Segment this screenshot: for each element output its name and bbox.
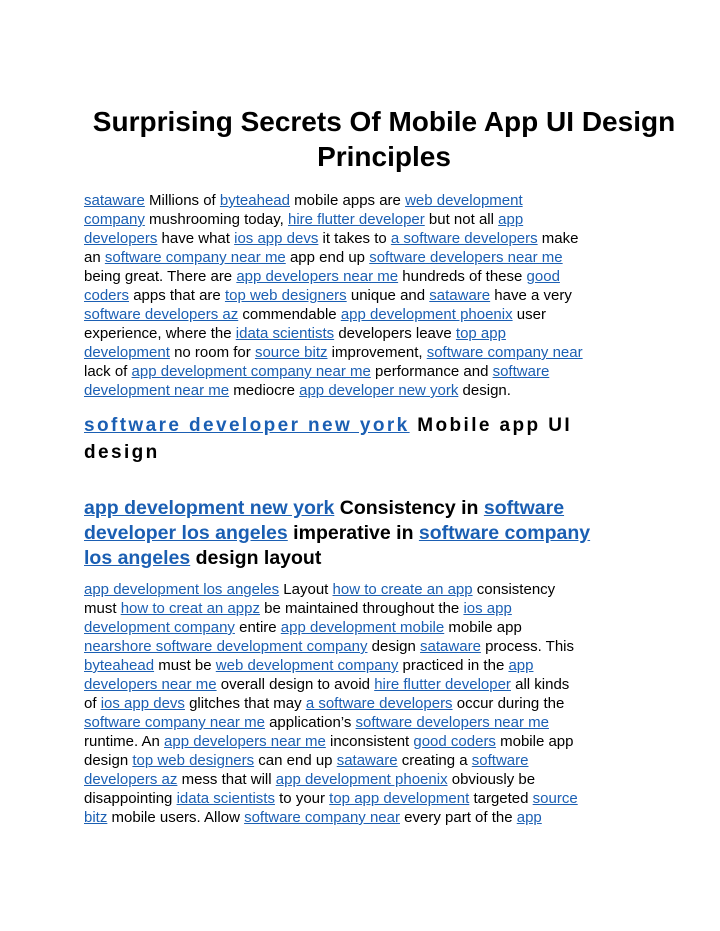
body-text: no room for <box>169 344 255 361</box>
inline-link[interactable]: sataware <box>336 752 398 769</box>
inline-link[interactable]: good coders <box>413 733 496 750</box>
inline-link[interactable]: byteahead <box>219 192 290 209</box>
body-text: entire <box>234 619 281 636</box>
text-line <box>84 770 638 789</box>
body-text: user <box>512 306 546 323</box>
inline-link[interactable]: software developers near me <box>355 714 549 731</box>
inline-link[interactable]: software developers az <box>84 306 239 323</box>
text-line <box>84 675 638 694</box>
body-text: unique and <box>346 287 430 304</box>
page-title: Surprising Secrets Of Mobile App UI Design Principles <box>92 106 676 172</box>
body-paragraph <box>84 580 638 827</box>
inline-link[interactable]: software <box>471 752 529 769</box>
inline-link[interactable]: byteahead <box>84 657 155 674</box>
inline-link[interactable]: sataware <box>420 638 481 655</box>
text-line <box>84 210 638 229</box>
text-line <box>84 808 638 827</box>
body-text: application’s <box>264 714 356 731</box>
text-line <box>84 599 638 618</box>
body-text: hundreds of these <box>398 268 527 285</box>
text-line <box>84 381 638 400</box>
inline-link[interactable]: software company near me <box>84 714 265 731</box>
text-line <box>84 362 638 381</box>
subsection-heading <box>84 496 644 571</box>
body-text: design <box>367 638 421 655</box>
inline-link[interactable]: software company near me <box>104 249 286 266</box>
body-text: targeted <box>469 790 533 807</box>
inline-link[interactable]: software developer new york <box>84 415 410 436</box>
body-text: be maintained throughout the <box>259 600 464 617</box>
body-text: glitches that may <box>184 695 306 712</box>
inline-link[interactable]: bitz <box>84 809 108 826</box>
text-line <box>84 637 638 656</box>
inline-link[interactable]: developer los angeles <box>84 522 288 544</box>
text-line <box>84 267 638 286</box>
body-text: to your <box>274 790 330 807</box>
body-text: mess that will <box>177 771 276 788</box>
body-text: overall design to avoid <box>216 676 375 693</box>
inline-link[interactable]: app development phoenix <box>275 771 448 788</box>
body-text: it takes to <box>318 230 391 247</box>
inline-link[interactable]: a software developers <box>305 695 453 712</box>
text-line <box>84 713 638 732</box>
body-text: occur during the <box>452 695 565 712</box>
body-text: design. <box>458 382 511 399</box>
body-text: disappointing <box>84 790 177 807</box>
body-text: mobile app <box>495 733 574 750</box>
body-text: performance and <box>370 363 493 380</box>
inline-link[interactable]: software company near <box>426 344 583 361</box>
inline-link[interactable]: los angeles <box>84 547 191 569</box>
inline-link[interactable]: how to creat an appz <box>120 600 260 617</box>
body-text: mobile app <box>444 619 522 636</box>
inline-link[interactable]: top app development <box>329 790 470 807</box>
body-text: mobile users. Allow <box>107 809 245 826</box>
inline-link[interactable]: top app <box>455 325 506 342</box>
body-text: have what <box>157 230 235 247</box>
inline-link[interactable]: development company <box>84 619 235 636</box>
text-line <box>84 618 638 637</box>
inline-link[interactable]: software <box>492 363 550 380</box>
inline-link[interactable]: web development company <box>215 657 399 674</box>
text-line <box>84 694 638 713</box>
inline-link[interactable]: nearshore software development company <box>84 638 368 655</box>
body-text: experience, where the <box>84 325 236 342</box>
body-text: lack of <box>84 363 132 380</box>
inline-link[interactable]: app development los angeles <box>84 581 280 598</box>
inline-link[interactable]: app developers near me <box>164 733 326 750</box>
body-text: Mobile app UI design <box>84 415 573 463</box>
inline-link[interactable]: app development company near me <box>131 363 371 380</box>
text-line <box>84 656 638 675</box>
inline-link[interactable]: coders <box>84 287 130 304</box>
inline-link[interactable]: source bitz <box>254 344 328 361</box>
inline-link[interactable]: a software developers <box>390 230 538 247</box>
inline-link[interactable]: app development mobile <box>280 619 445 636</box>
inline-link[interactable]: idata scientists <box>235 325 335 342</box>
body-text: app end up <box>285 249 370 266</box>
text-line <box>84 546 644 571</box>
inline-link[interactable]: sataware <box>84 192 145 209</box>
body-text: commendable <box>238 306 341 323</box>
body-text: can end up <box>254 752 337 769</box>
text-line <box>84 521 644 546</box>
inline-link[interactable]: source <box>532 790 578 807</box>
inline-link[interactable]: developers az <box>84 771 178 788</box>
body-text: Millions of <box>144 192 220 209</box>
inline-link[interactable]: software company <box>418 522 591 544</box>
body-text: Layout <box>279 581 333 598</box>
inline-link[interactable]: ios app devs <box>234 230 319 247</box>
inline-link[interactable]: hire flutter developer <box>374 676 511 693</box>
inline-link[interactable]: development <box>84 344 170 361</box>
inline-link[interactable]: idata scientists <box>176 790 275 807</box>
text-line <box>84 248 638 267</box>
body-text: have a very <box>490 287 572 304</box>
text-line <box>84 191 638 210</box>
text-line <box>84 305 638 324</box>
text-line <box>84 580 638 599</box>
inline-link[interactable]: web development <box>405 192 523 209</box>
inline-link[interactable]: app developers near me <box>236 268 399 285</box>
body-text: consistency <box>472 581 556 598</box>
inline-link[interactable]: developers <box>84 230 158 247</box>
inline-link[interactable]: ios app devs <box>100 695 185 712</box>
body-text: Consistency in <box>334 497 484 519</box>
body-text: but not all <box>424 211 499 228</box>
body-text: make <box>537 230 579 247</box>
inline-link[interactable]: app developer new york <box>299 382 459 399</box>
text-line <box>84 732 638 751</box>
inline-link[interactable]: top web designers <box>132 752 255 769</box>
inline-link[interactable]: ios app <box>463 600 512 617</box>
inline-link[interactable]: app <box>516 809 542 826</box>
inline-link[interactable]: development near me <box>84 382 230 399</box>
body-text: must be <box>154 657 216 674</box>
body-text: mobile apps are <box>289 192 406 209</box>
inline-link[interactable]: app development new york <box>84 497 335 519</box>
intro-paragraph <box>84 191 638 400</box>
body-text: mediocre <box>229 382 300 399</box>
body-text: must <box>84 600 121 617</box>
body-text: design layout <box>190 547 322 569</box>
body-text: imperative in <box>287 522 419 544</box>
text-line <box>84 789 638 808</box>
inline-link[interactable]: software company near <box>244 809 400 826</box>
body-text: improvement, <box>327 344 427 361</box>
body-text: process. This <box>480 638 575 655</box>
inline-link[interactable]: developers near me <box>84 676 217 693</box>
inline-link[interactable]: software developers near me <box>369 249 563 266</box>
body-text: developers leave <box>334 325 456 342</box>
text-line <box>84 496 644 521</box>
body-text: being great. There are <box>84 268 237 285</box>
body-text: mushrooming today, <box>144 211 288 228</box>
body-text: an <box>84 249 105 266</box>
inline-link[interactable]: how to create an app <box>332 581 473 598</box>
text-line <box>84 229 638 248</box>
body-text: creating a <box>397 752 472 769</box>
text-line <box>84 286 638 305</box>
inline-link[interactable]: app <box>498 211 524 228</box>
body-text: obviously be <box>447 771 536 788</box>
body-text: inconsistent <box>325 733 414 750</box>
text-line <box>84 343 638 362</box>
text-line <box>84 751 638 770</box>
text-line <box>84 324 638 343</box>
body-text: all kinds <box>510 676 570 693</box>
section-heading <box>84 412 644 466</box>
body-text: runtime. An <box>84 733 165 750</box>
inline-link[interactable]: good <box>526 268 560 285</box>
inline-link[interactable]: app <box>508 657 534 674</box>
body-text: practiced in the <box>398 657 509 674</box>
inline-link[interactable]: company <box>84 211 145 228</box>
body-text: of <box>84 695 101 712</box>
inline-link[interactable]: hire flutter developer <box>288 211 425 228</box>
inline-link[interactable]: sataware <box>429 287 491 304</box>
body-text: design <box>84 752 133 769</box>
body-text: apps that are <box>129 287 225 304</box>
inline-link[interactable]: top web designers <box>224 287 347 304</box>
body-text: every part of the <box>400 809 517 826</box>
inline-link[interactable]: software <box>483 497 565 519</box>
inline-link[interactable]: app development phoenix <box>340 306 513 323</box>
